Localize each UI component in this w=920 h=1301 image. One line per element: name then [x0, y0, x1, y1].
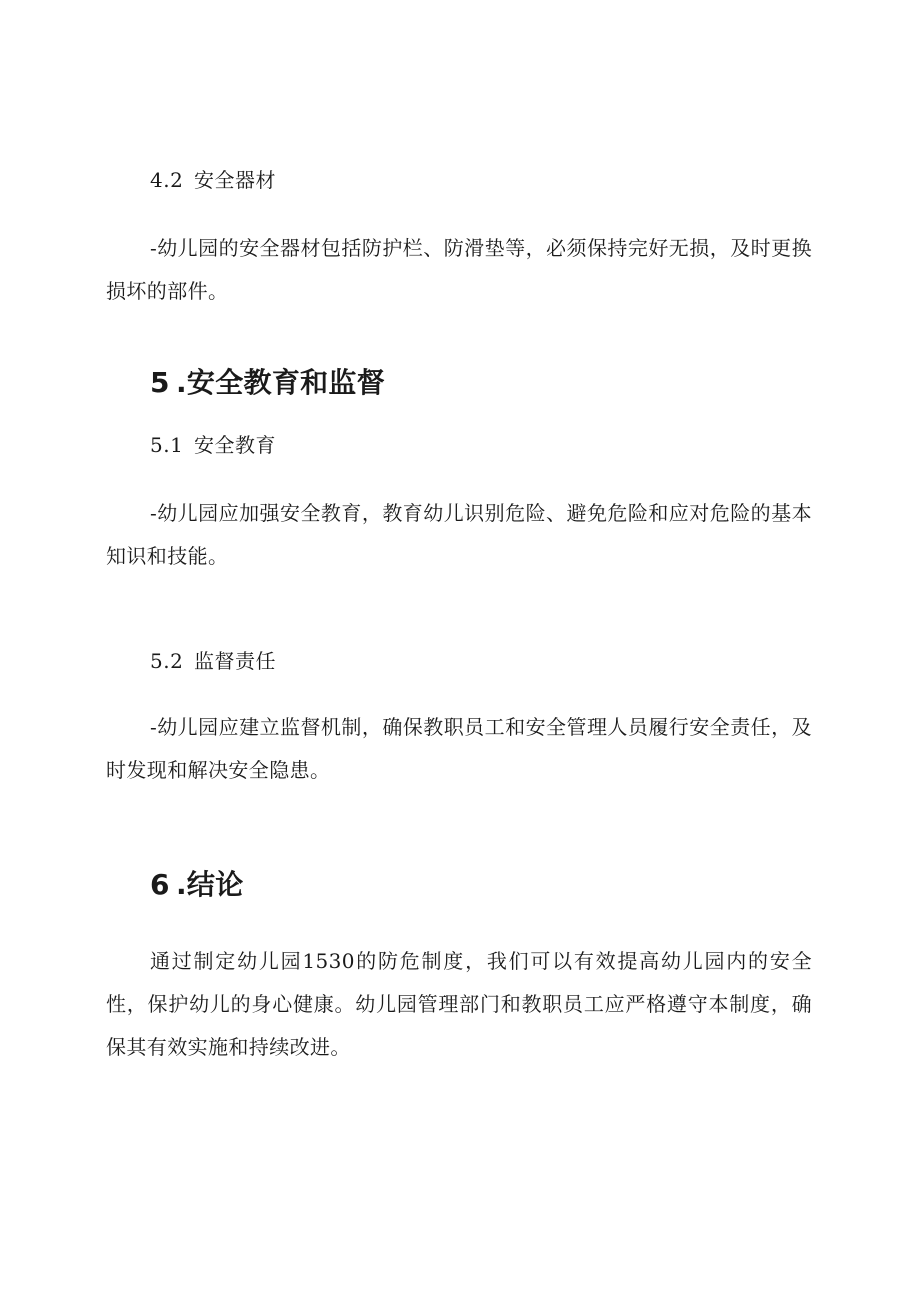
subsection-heading-4-2: [150, 168, 276, 192]
section-heading-6: [150, 868, 244, 902]
subsection-heading-5-2: [150, 649, 276, 673]
section-number: 6: [150, 868, 170, 901]
subsection-number: 4.2: [150, 168, 184, 192]
subsection-title: 安全教育: [194, 433, 276, 457]
section-heading-5: [150, 366, 385, 400]
paragraph-conclusion: 通过制定幼儿园1530的防危制度，我们可以有效提高幼儿园内的安全性，保护幼儿的身心健康。幼儿园管理部门和教职员工应严格遵守本制度，确保其有效实施和持续改进。: [106, 949, 812, 1059]
subsection-title: 安全器材: [194, 168, 276, 192]
paragraph-safety-education: -幼儿园应加强安全教育，教育幼儿识别危险、避免危险和应对危险的基本知识和技能。: [106, 501, 812, 568]
section-title: .结论: [176, 868, 244, 901]
subsection-number: 5.2: [150, 649, 184, 673]
subsection-title: 监督责任: [194, 649, 276, 673]
section-title: .安全教育和监督: [176, 366, 386, 399]
paragraph-safety-equipment: -幼儿园的安全器材包括防护栏、防滑垫等，必须保持完好无损，及时更换损坏的部件。: [106, 236, 812, 303]
subsection-number: 5.1: [150, 433, 184, 457]
subsection-heading-5-1: [150, 433, 276, 457]
section-number: 5: [150, 366, 170, 399]
paragraph-supervision-responsibility: -幼儿园应建立监督机制，确保教职员工和安全管理人员履行安全责任，及时发现和解决安全隐患。: [106, 715, 812, 782]
